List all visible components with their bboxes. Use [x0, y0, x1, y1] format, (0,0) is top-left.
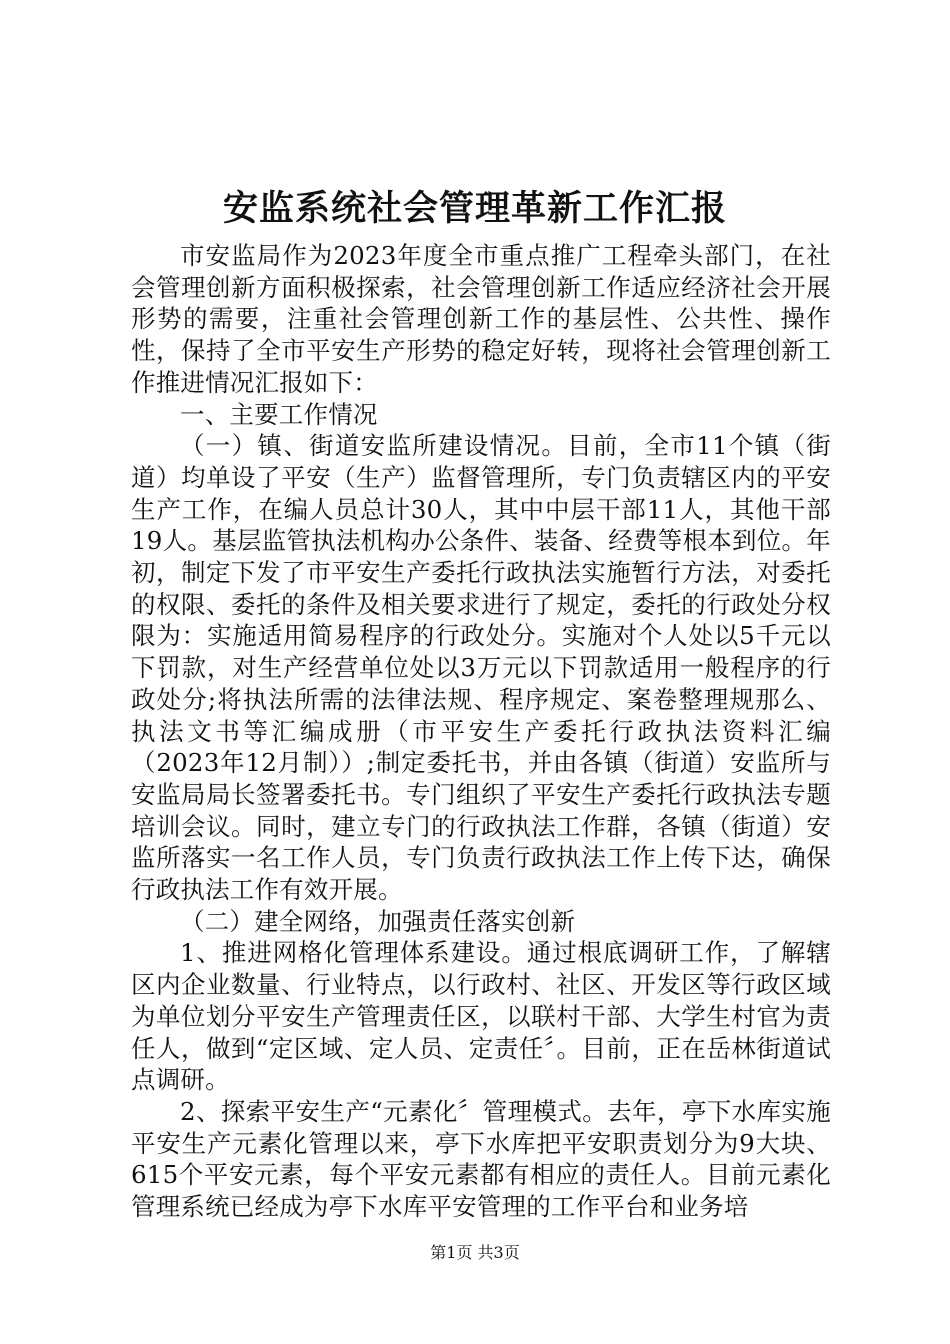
heading-section-2: （二）建全网络，加强责任落实创新	[180, 906, 576, 936]
paragraph-section-1: （一）镇、街道安监所建设情况。目前，全市11个镇（街道）均单设了平安（生产）监督管理所，专门负责辖区内的平安生产工作，在编人员总计30人，其中中层干部11人，其他干部19人。基层监管执法机构办公条件、装备、经费等根本到位。年初，制定下发了市平安生产委托行政执法实施暂行方法，对委托的权限、委托的条件及相关要求进行了规定，委托的行政处分权限为：实施适用简易程序的行政处分。实施对个人处以5千元以下罚款，对生产经营单位处以3万元以下罚款适用一般程序的行政处分;将执法所需的法律法规、程序规定、案卷整理规那么、执法文书等汇编成册（市平安生产委托行政执法资料汇编（2023年12月制））;制定委托书，并由各镇（街道）安监所与安监局局长签署委托书。专门组织了平安生产委托行政执法专题培训会议。同时，建立专门的行政执法工作群，各镇（街道）安监所落实一名工作人员，专门负责行政执法工作上传下达，确保行政执法工作有效开展。	[131, 431, 831, 905]
paragraph-item-1: 1、推进网格化管理体系建设。通过根底调研工作，了解辖区内企业数量、行业特点，以行政村、社区、开发区等行政区域为单位划分平安生产管理责任区，以联村干部、大学生村官为责任人，做到“定区域、定人员、定责任〞。目前，正在岳林街道试点调研。	[131, 938, 831, 1095]
paragraph-intro: 市安监局作为2023年度全市重点推广工程牵头部门，在社会管理创新方面积极探索，社会管理创新工作适应经济社会开展形势的需要，注重社会管理创新工作的基层性、公共性、操作性，保持了全市平安生产形势的稳定好转，现将社会管理创新工作推进情况汇报如下：	[131, 241, 831, 397]
heading-main-work: 一、主要工作情况	[180, 399, 378, 429]
page-number-footer: 第1页 共3页	[430, 1243, 520, 1262]
document-title: 安监系统社会管理革新工作汇报	[222, 189, 727, 229]
paragraph-item-2: 2、探索平安生产“元素化〞管理模式。去年，亭下水库实施平安生产元素化管理以来，亭下水库把平安职责划分为9大块、615个平安元素，每个平安元素都有相应的责任人。目前元素化管理系统已经成为亭下水库平安管理的工作平台和业务培	[131, 1096, 831, 1222]
document-body	[131, 240, 831, 1223]
